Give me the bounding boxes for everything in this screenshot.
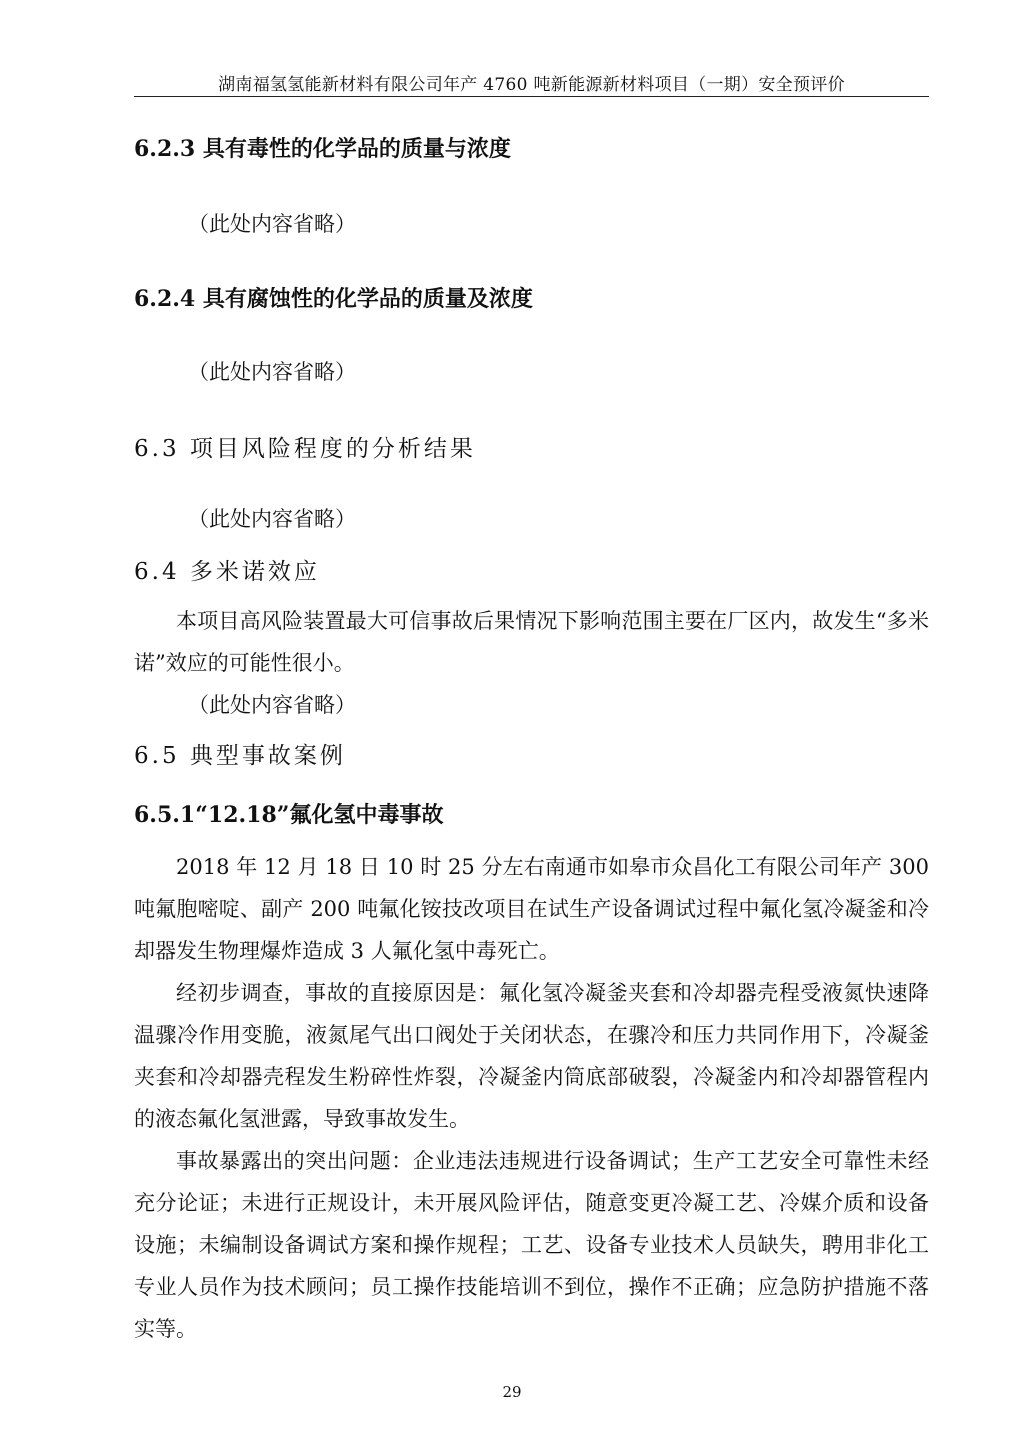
omitted-note: （此处内容省略） xyxy=(188,360,356,384)
section-heading-6-4: 6.4 多米诺效应 xyxy=(134,559,320,585)
running-header: 湖南福氢氢能新材料有限公司年产 4760 吨新能源新材料项目（一期）安全预评价 xyxy=(218,75,845,95)
body-paragraph: 经初步调查，事故的直接原因是：氟化氢冷凝釜夹套和冷却器壳程受液氮快速降温骤冷作用变脆，液氮尾气出口阀处于关闭状态，在骤冷和压力共同作用下，冷凝釜夹套和冷却器壳程发生粉碎性炸裂，冷凝釜内筒底部破裂，冷凝釜内和冷却器管程内的液态氟化氢泄露，导致事故发生。 xyxy=(134,981,929,1131)
body-paragraph: 本项目高风险装置最大可信事故后果情况下影响范围主要在厂区内，故发生“多米诺”效应的可能性很小。 xyxy=(134,609,929,675)
section-heading-6-2-3: 6.2.3 具有毒性的化学品的质量与浓度 xyxy=(134,136,511,162)
body-paragraph: 2018 年 12 月 18 日 10 时 25 分左右南通市如皋市众昌化工有限公司年产 300 吨氟胞嘧啶、副产 200 吨氟化铵技改项目在试生产设备调试过程中氟化氢冷凝釜和冷却器发生物理爆炸造成 3 人氟化氢中毒死亡。 xyxy=(134,855,929,963)
omitted-note: （此处内容省略） xyxy=(188,693,356,717)
page-number: 29 xyxy=(502,1383,522,1401)
omitted-note: （此处内容省略） xyxy=(188,507,356,531)
header-divider xyxy=(134,96,929,97)
omitted-note: （此处内容省略） xyxy=(188,212,356,236)
body-paragraph: 事故暴露出的突出问题：企业违法违规进行设备调试；生产工艺安全可靠性未经充分论证；未进行正规设计，未开展风险评估，随意变更冷凝工艺、冷媒介质和设备设施；未编制设备调试方案和操作规程；工艺、设备专业技术人员缺失，聘用非化工专业人员作为技术顾问；员工操作技能培训不到位，操作不正确；应急防护措施不落实等。 xyxy=(134,1149,929,1341)
section-heading-6-2-4: 6.2.4 具有腐蚀性的化学品的质量及浓度 xyxy=(134,286,533,312)
section-heading-6-5-1: 6.5.1“12.18”氟化氢中毒事故 xyxy=(134,802,444,828)
section-heading-6-5: 6.5 典型事故案例 xyxy=(134,743,346,769)
section-heading-6-3: 6.3 项目风险程度的分析结果 xyxy=(134,436,476,462)
